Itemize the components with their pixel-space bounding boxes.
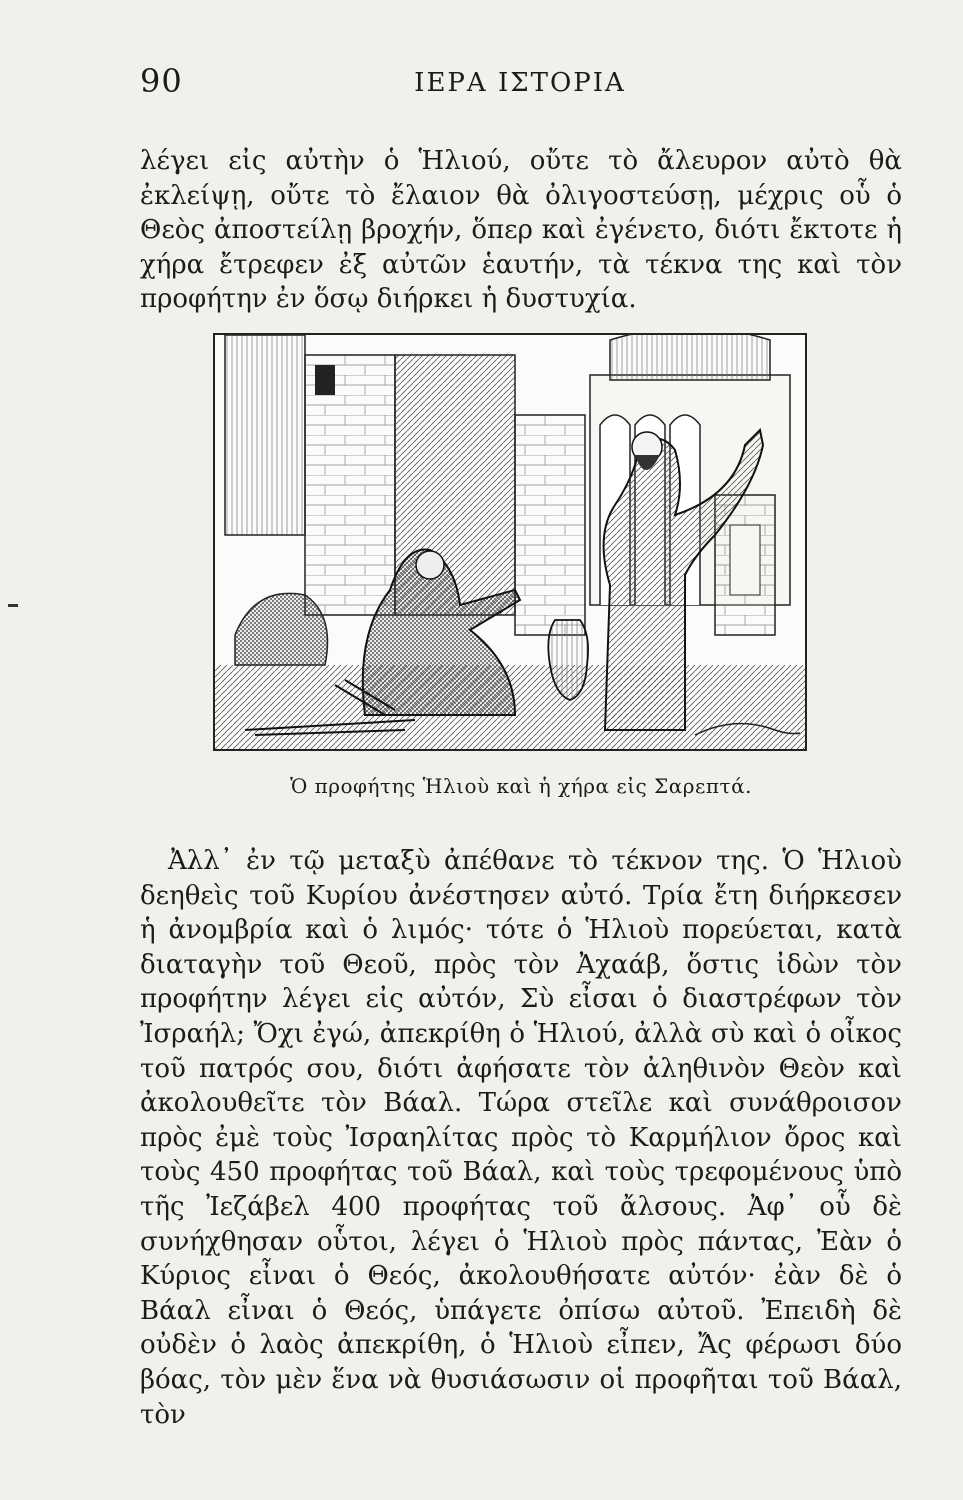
page-number: 90 [140, 62, 183, 100]
paragraph-2-text: Ἀλλ᾽ ἐν τῷ μεταξὺ ἀπέθανε τὸ τέκνον της. Ὁ Ἡλιοὺ δεηθεὶς τοῦ Κυρίου ἀνέστησεν αὐτό. Τρία ἔτη διήρκεσεν ἡ ἀνομβρία καὶ ὁ λιμός· τότε ὁ Ἡλιοὺ πορεύεται, κατὰ διαταγὴν τοῦ Θεοῦ, πρὸς τὸν Ἀχαάβ, ὅστις ἰδὼν τὸν προφήτην λέγει εἰς αὐτόν, Σὺ εἶσαι ὁ διαστρέφων τὸν Ἰσραήλ; Ὄχι ἐγώ, ἀπεκρίθη ὁ Ἡλιού, ἀλλὰ σὺ καὶ ὁ οἶκος τοῦ πατρός σου, διότι ἀφήσατε τὸν ἀληθινὸν Θεὸν καὶ ἀκολουθεῖτε τὸν Βάαλ. Τώρα στεῖλε καὶ συνάθροισον πρὸς ἐμὲ τοὺς Ἰσραηλίτας πρὸς τὸ Καρμήλιον ὄρος καὶ τοὺς 450 προφήτας τοῦ Βάαλ, καὶ τοὺς τρεφομένους ὑπὸ τῆς Ἰεζάβελ 400 προφήτας τοῦ ἄλσους. Ἀφ᾽ οὗ δὲ συνήχθησαν οὗτοι, λέγει ὁ Ἡλιοὺ πρὸς πάντας, Ἐὰν ὁ Κύριος εἶναι ὁ Θεός, ἀκολουθήσατε αὐτόν· ἐὰν δὲ ὁ Βάαλ εἶναι ὁ Θεός, ὑπάγετε ὀπίσω αὐτοῦ. Ἐπειδὴ δὲ οὐδὲν ὁ λαὸς ἀπεκρίθη, ὁ Ἡλιοὺ εἶπεν, Ἄς φέρωσι δύο βόας, τὸν μὲν ἕνα νὰ θυσιάσωσιν οἱ προφῆται τοῦ Βάαλ, τὸν [140, 846, 902, 1430]
paragraph-1: λέγει εἰς αὐτὴν ὁ Ἡλιού, οὔτε τὸ ἄλευρον αὐτὸ θὰ ἐκλείψῃ, οὔτε τὸ ἔλαιον θὰ ὀλιγοστεύσῃ, μέχρις οὗ ὁ Θεὸς ἀποστείλῃ βροχήν, ὅπερ καὶ ἐγένετο, διότι ἔκτοτε ἡ χήρα ἔτρεφεν ἐξ αὐτῶν ἑαυτήν, τὰ τέκνα της καὶ τὸν προφήτην ἐν ὅσῳ διήρκει ἡ δυστυχία. [140, 146, 902, 314]
paragraph-2 [140, 844, 902, 1432]
figure-caption: Ὁ προφήτης Ἡλιοὺ καὶ ἡ χήρα εἰς Σαρεπτά. [290, 774, 752, 798]
running-title: ΙΕΡΑ ΙΣΤΟΡΙΑ [414, 68, 626, 98]
page-header [140, 62, 900, 106]
margin-mark [8, 604, 18, 607]
engraving-drawing [215, 335, 805, 749]
engraving-illustration [213, 333, 807, 751]
